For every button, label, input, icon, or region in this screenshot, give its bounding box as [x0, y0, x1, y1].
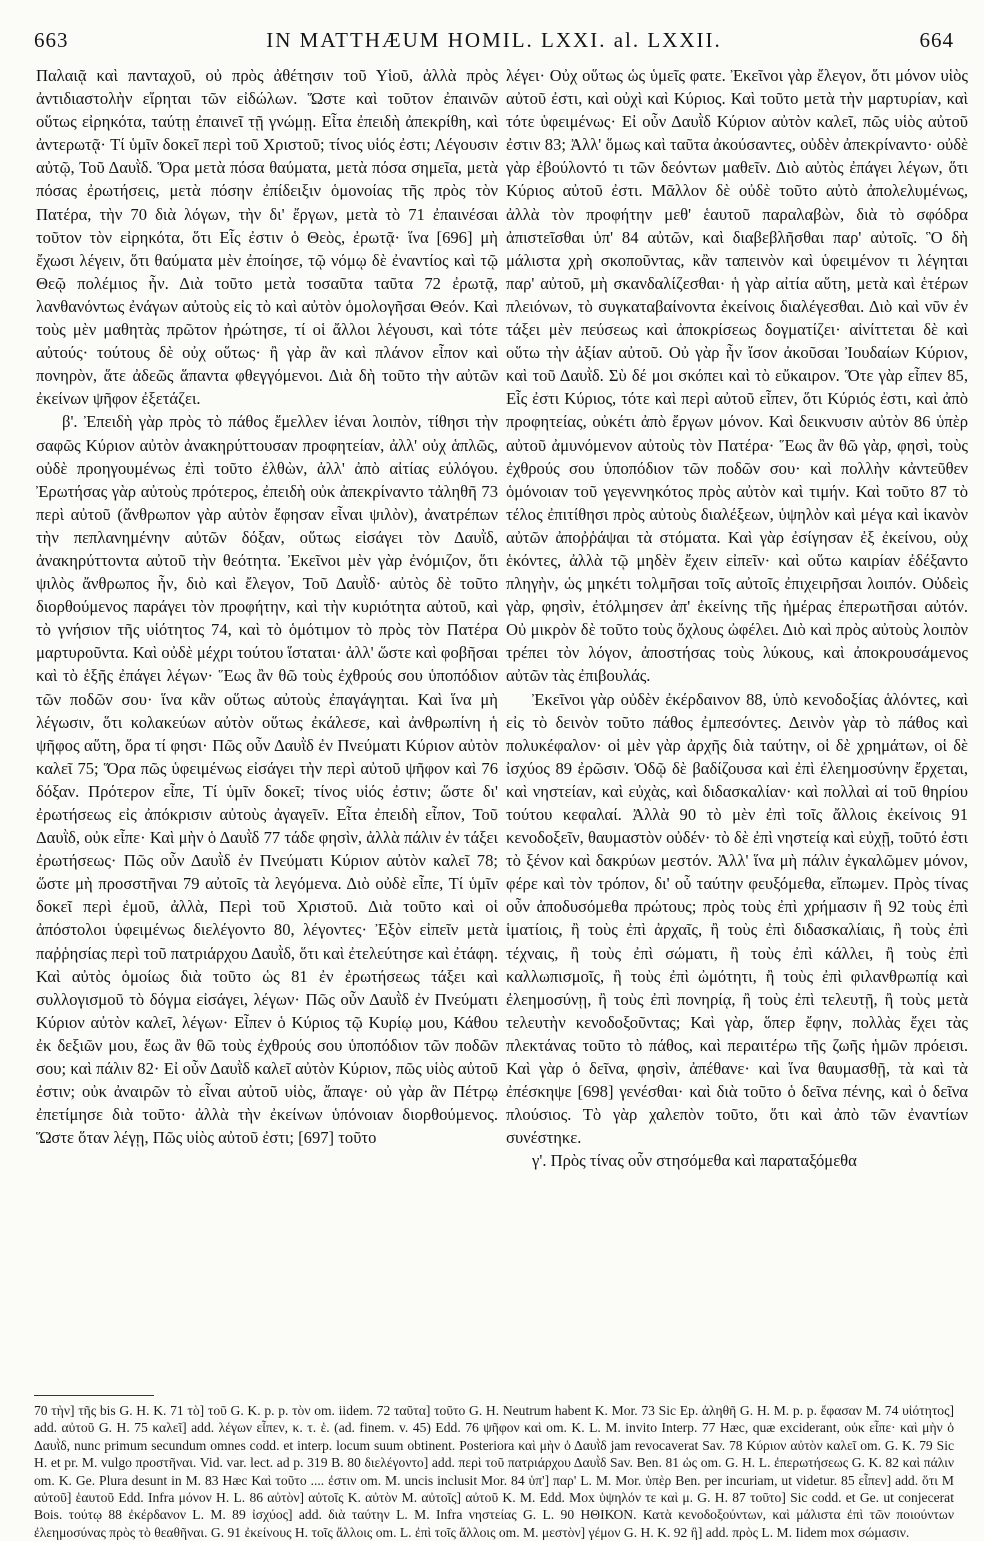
- paragraph: λέγει· Οὐχ οὕτως ὡς ὑμεῖς φατε. Ἐκεῖνοι γὰρ ἔλεγον, ὅτι μόνον υἱὸς αὐτοῦ ἐστι, καὶ οὐχὶ καὶ Κύριος. Καὶ τοῦτο μετὰ τὴν μαρτυρίαν, καὶ τότε ὑφειμένως· Εἰ οὖν Δαυῒδ Κύριον αὐτὸν καλεῖ, πῶς υἱὸς αὐτοῦ ἐστιν 83; Ἀλλ' ὅμως καὶ ταῦτα ἀκούσαντες, οὐδὲν ἀπεκρίναντο· οὐδὲ γὰρ ἐβούλοντό τι τῶν δεόντων μαθεῖν. Διὸ αὐτὸς ἐπάγει λέγων, ὅτι Κύριος αὐτοῦ ἐστι. Μᾶλλον δὲ οὐδὲ τοῦτο αὐτὸ ἀπολελυμένως, ἀλλὰ τὸν προφήτην μεθ' ἑαυτοῦ παραλαβὼν, διὰ τὸ σφόδρα ἀπιστεῖσθαι ὑπ' 84 αὐτῶν, καὶ διαβεβλῆσθαι παρ' αὐτοῖς. Ὃ δὴ μάλιστα χρὴ σκοποῦντας, κἂν ταπεινὸν καὶ ὑφειμένον τι λέγηται παρ' αὐτοῦ, μὴ σκανδαλίζεσθαι· ἡ γὰρ αἰτία αὕτη, μετὰ καὶ ἑτέρων πλειόνων, τὸ συγκαταβαίνοντα ἐκείνοις διαλέγεσθαι. Διὸ καὶ νῦν ἐν τάξει μὲν πεύσεως καὶ ἀποκρίσεως δογματίζει· αἰνίττεται δὲ καὶ οὕτω τὴν ἀξίαν αὐτοῦ. Οὐ γὰρ ἦν ἴσον ἀκοῦσαι Ἰουδαίων Κύριον, καὶ τοῦ Δαυῒδ. Σὺ δέ μοι σκόπει καὶ τὸ εὔκαιρον. Ὅτε γὰρ εἶπεν 85, Εἷς ἐστι Κύριος, τότε καὶ περὶ αὐτοῦ εἶπεν, ὅτι Κύριός ἐστι, καὶ ἀπὸ προφητείας, οὐκέτι ἀπὸ ἔργων μόνον. Καὶ δεικνυσιν αὐτὸν 86 ὑπὲρ αὐτοῦ ἀμυνόμενον αὐτοὺς τὸν Πατέρα· Ἕως ἂν θῶ γὰρ, φησὶ, τοὺς ἐχθρούς σου ὑποπόδιον τῶν ποδῶν σου· καὶ πολλὴν κἀντεῦθεν ὁμόνοιαν τοῦ γεγεννηκότος πρὸς αὐτὸν καὶ τιμήν. Καὶ τοῦτο 87 τὸ τέλος ἐπιτίθησι πρὸς αὐτοὺς διαλέξεων, ὑψηλὸν καὶ μέγα καὶ ἱκανὸν αὐτῶν ἀποῤῥάψαι τὰ στόματα. Καὶ γὰρ ἐσίγησαν ἐξ ἐκείνου, οὐχ ἑκόντες, ἀλλὰ τῷ μηδὲν ἔχειν εἰπεῖν· καὶ οὕτω καιρίαν ἐδέξαντο πληγὴν, ὡς μηκέτι τολμῆσαι τοῖς αὐτοῖς ἐπιχειρῆσαι λοιπόν. Οὐδεὶς γὰρ, φησὶν, ἐτόλμησεν ἀπ' ἐκείνης τῆς ἡμέρας ἐπερωτῆσαι αὐτόν. Οὐ μικρὸν δὲ τοῦτο τοὺς ὄχλους ὠφέλει. Διὸ καὶ πρὸς αὐτοὺς λοιπὸν τρέπει τὸν λόγον, ἀποστήσας τοὺς λύκους, καὶ ἀποκρουσάμενος αὐτῶν τὰς ἐπιβουλάς.: [506, 66, 968, 686]
- paragraph: Ἐκεῖνοι γὰρ οὐδὲν ἐκέρδαινον 88, ὑπὸ κενοδοξίας ἁλόντες, καὶ εἰς τὸ δεινὸν τοῦτο πάθος ἐμπεσόντες. Δεινὸν γὰρ τὸ πάθος καὶ πολυκέφαλον· οἱ μὲν γὰρ ἀρχῆς διὰ ταύτην, οἱ δὲ χρημάτων, οἱ δὲ ἰσχύος 89 ἐρῶσιν. Ὁδῷ δὲ βαδίζουσα καὶ ἐπὶ ἐλεημοσύνην ἔρχεται, καὶ νηστείαν, καὶ εὐχὰς, καὶ διδασκαλίαν· καὶ πολλαὶ αἱ τοῦ θηρίου τούτου κεφαλαί. Ἀλλὰ 90 τὸ μὲν ἐπὶ τοῖς ἄλλοις ἐκείνοις 91 κενοδοξεῖν, θαυμαστὸν οὐδέν· τὸ δὲ ἐπὶ νηστείᾳ καὶ εὐχῇ, τοῦτό ἐστι τὸ ξένον καὶ δακρύων μεστόν. Ἀλλ' ἵνα μὴ πάλιν ἐγκαλῶμεν μόνον, φέρε καὶ τὸν τρόπον, δι' οὗ ταύτην φευξόμεθα, εἴπωμεν. Πρὸς τίνας οὖν ἀποδυσόμεθα πρώτους; πρὸς τοὺς ἐπὶ χρήμασιν ἢ 92 τοὺς ἐπὶ ἱματίοις, ἢ τοὺς ἐπὶ ἀρχαῖς, ἢ τοὺς ἐπὶ διδασκαλίαις, ἢ τοὺς ἐπὶ τέχναις, ἢ τοὺς ἐπὶ σώματι, ἢ τοὺς ἐπὶ κάλλει, ἢ τοὺς ἐπὶ καλλωπισμοῖς, ἢ τοὺς ἐπὶ ὠμότητι, ἢ τοὺς ἐπὶ φιλανθρωπίᾳ καὶ ἐλεημοσύνῃ, ἢ τοὺς ἐπὶ πονηρίᾳ, ἢ τοὺς ἐπὶ τελευτῇ, ἢ τοὺς μετὰ τελευτὴν κενοδοξοῦντας; Καὶ γὰρ, ὅπερ ἔφην, πολλὰς ἔχει τὰς πλεκτάνας τοῦτο τὸ πάθος, καὶ περαιτέρω τῆς ζωῆς ἡμῶν πρόεισι. Καὶ γὰρ ὁ δεῖνα, φησὶν, ἀπέθανε· καὶ ἵνα θαυμασθῇ, τὰ καὶ τὰ ἐπέσκηψε [698] γενέσθαι· καὶ διὰ τοῦτο ὁ δεῖνα πένης, καὶ ὁ δεῖνα πλούσιος. Τὸ γὰρ χαλεπὸν τοῦτο, ὅτι καὶ ἀπὸ τῶν ἐναντίων συνέστηκε.: [506, 689, 968, 1148]
- running-head: [34, 28, 954, 54]
- page-number-left: 663: [34, 28, 69, 52]
- footnote-text: 70 τὴν] τῆς bis G. H. K. 71 τὸ] τοῦ G. K. p. p. τὸν om. iidem. 72 ταῦτα] τοῦτο G. H. Neutrum habent K. Mor. 73 Sic Ep. ἀληθῆ G. H. M. p. p. ἔφασαν M. 74 υἱότητος] add. αὐτοῦ G. H. 75 καλεῖ] add. λέγων εἶπεν, κ. τ. ἑ. (ad. finem. v. 45) Edd. 76 ψῆφον καὶ om. K. L. M. invito Interp. 77 Hæc, quæ exciderant, οὐκ εἶπε· καὶ μὴν ὁ Δαυῒδ, nunc primum secundum omnes codd. et interp. locum suum obtinent. Posteriora καὶ μὴν ὁ Δαυῒδ jam revocaverat Sav. 78 Κύριον αὐτὸν καλεῖ om. G. K. 79 Sic H. et pr. M. vulgo προστῆναι. Vid. var. lect. ad p. 319 B. 80 διελέγοντο] add. περὶ τοῦ πατριάρχου Δαυῒδ Sav. Ben. 81 ὡς om. G. H. L. ἐπερωτήσεως G. K. 82 καὶ πάλιν om. K. Ge. Plura desunt in M. 83 Hæc Καὶ τοῦτο .... ἐστιν om. M. uncis inclusit Mor. 84 ὑπ'] παρ' L. M. Mor. ὑπὲρ Ben. per incuriam, ut videtur. 85 εἶπεν] add. ὅτι M αὐτοῦ] ἑαυτοῦ Edd. Infra μόνον H. L. 86 αὐτὸν] αὐτοῖς K. αὐτὸν M. αὐτοῖς] αὐτοῦ K. M. Edd. Mox ὑψηλόν τε καὶ μ. G. H. 87 τοῦτο] Sic codd. et Ge. ut conjecerat Bois. τούτῳ 88 ἐκέρδανον L. M. 89 ἰσχύος] add. διὰ ταύτην L. M. Infra νηστείας G. L. 90 ΗΘΙΚΟΝ. Κατὰ κενοδοξούντων, καὶ μάλιστα ἐπὶ τῶν ποιούντων ἐλεημοσύνας πρὸς τὸ θεαθῆναι. G. 91 ἐκείνους H. τοῖς ἄλλοις om. L. ἐπὶ τοῖς ἄλλοις om. M. μεστὸν] γέμον G. H. K. 92 ἢ] add. πρὸς L. M. Iidem mox σώμασιν.: [34, 1403, 954, 1540]
- page-number-right: 664: [919, 28, 954, 52]
- right-column: [506, 64, 968, 1173]
- footnote-rule: [34, 1395, 154, 1396]
- footnotes: [34, 1402, 954, 1541]
- paragraph: γ'. Πρὸς τίνας οὖν στησόμεθα καὶ παραταξόμεθα: [532, 1151, 857, 1171]
- paragraph: β'. Ἐπειδὴ γὰρ πρὸς τὸ πάθος ἔμελλεν ἰέναι λοιπὸν, τίθησι τὴν σαφῶς Κύριον αὐτὸν ἀνακηρύττουσαν προφητείαν, ἀλλ' οὐχ ἁπλῶς, οὐδὲ προηγουμένως ἐπὶ τοῦτο ἐλθὼν, ἀλλ' ἀπὸ αἰτίας εὐλόγου. Ἐρωτήσας γὰρ αὐτοὺς πρότερος, ἐπειδὴ οὐκ ἀπεκρίναντο τἀληθῆ 73 περὶ αὐτοῦ (ἄνθρωπον γὰρ αὐτὸν ἔφησαν εἶναι ψιλὸν), ἀνατρέπων τὴν πεπλανημένην αὐτῶν δόξαν, οὕτως εἰσάγει τὸν Δαυῒδ, ἀνακηρύττοντα αὐτοῦ τὴν θεότητα. Ἐκεῖνοι μὲν γὰρ ἐνόμιζον, ὅτι ψιλὸς ἄνθρωπος ἦν, διὸ καὶ ἔλεγον, Τοῦ Δαυῒδ· αὐτὸς δὲ τοῦτο διορθούμενος παράγει τὸν προφήτην, καὶ τὴν κυριότητα αὐτοῦ, καὶ τὸ γνήσιον τῆς υἱότητος 74, καὶ τὸ ὁμότιμον τὸ πρὸς τὸν Πατέρα μαρτυροῦντα. Καὶ οὐδὲ μέχρι τούτου ἵσταται· ἀλλ' ὥστε καὶ φοβῆσαι καὶ τὸ ἑξῆς ἐπάγει λέγων· Ἕως ἂν θῶ τοὺς ἐχθρούς σου ὑποπόδιον τῶν ποδῶν σου· ἵνα κἂν οὕτως αὐτοὺς ἐπαγάγηται. Καὶ ἵνα μὴ λέγωσιν, ὅτι κολακεύων αὐτὸν οὕτως ἐκάλεσε, καὶ ἀνθρωπίνη ἡ ψῆφος αὕτη, ὅρα τί φησι· Πῶς οὖν Δαυῒδ ἐν Πνεύματι Κύριον αὐτὸν καλεῖ 75; Ὅρα πῶς ὑφειμένως εἰσάγει τὴν περὶ αὐτοῦ ψῆφον καὶ 76 δόξαν. Πρότερον εἶπε, Τί ὑμῖν δοκεῖ; τίνος υἱός ἐστιν; ὥστε δι' ἐρωτήσεως εἰς ἀπόκρισιν αὐτοὺς ἀγαγεῖν. Εἶτα ἐπειδὴ εἶπον, Τοῦ Δαυῒδ, οὐκ εἶπε· Καὶ μὴν ὁ Δαυῒδ 77 τάδε φησὶν, ἀλλὰ πάλιν ἐν τάξει ἐρωτήσεως· Πῶς οὖν Δαυῒδ ἐν Πνεύματι Κύριον αὐτὸν καλεῖ 78; ὥστε μὴ προσστῆναι 79 αὐτοῖς τὰ λεγόμενα. Διὸ οὐδὲ εἶπε, Τί ὑμῖν δοκεῖ περὶ ἐμοῦ, ἀλλὰ, Περὶ τοῦ Χριστοῦ. Διὰ τοῦτο καὶ οἱ ἀπόστολοι ὑφειμένως διελέγοντο 80, λέγοντες· Ἐξὸν εἰπεῖν μετὰ παῤῥησίας περὶ τοῦ πατριάρχου Δαυῒδ, ὅτι καὶ ἐτελεύτησε καὶ ἐτάφη. Καὶ αὐτὸς ὁμοίως διὰ τοῦτο ὡς 81 ἐν ἐρωτήσεως τάξει καὶ συλλογισμοῦ τὸ δόγμα εἰσάγει, λέγων· Πῶς οὖν Δαυῒδ ἐν Πνεύματι Κύριον αὐτὸν καλεῖ, λέγων· Εἶπεν ὁ Κύριος τῷ Κυρίῳ μου, Κάθου ἐκ δεξιῶν μου, ἕως ἂν θῶ τοὺς ἐχθρούς σου ὑποπόδιον τῶν ποδῶν σου; καὶ πάλιν 82· Εἰ οὖν Δαυῒδ καλεῖ αὐτὸν Κύριον, πῶς υἱὸς αὐτοῦ ἐστιν; οὐκ ἀναιρῶν τὸ εἶναι αὐτοῦ υἱὸς, ἄπαγε· οὐ γὰρ ἂν Πέτρῳ ἐπετίμησε διὰ τοῦτο· ἀλλὰ τὴν ἐκείνων ὑπόνοιαν διορθούμενος. Ὥστε ὅταν λέγῃ, Πῶς υἱὸς αὐτοῦ ἐστι; [697] τοῦτο: [36, 412, 498, 1148]
- running-title: IN MATTHÆUM HOMIL. LXXI. al. LXXII.: [266, 28, 722, 52]
- paragraph: Παλαιᾷ καὶ πανταχοῦ, οὐ πρὸς ἀθέτησιν τοῦ Υἱοῦ, ἀλλὰ πρὸς ἀντιδιαστολὴν εἴρηται τῶν εἰδώλων. Ὥστε καὶ τοῦτον ἐπαινῶν οὕτως εἰρηκότα, ταύτῃ ἐπαινεῖ τῇ γνώμῃ. Εἶτα ἐπειδὴ ἀπεκρίθη, καὶ ἀντερωτᾷ· Τί ὑμῖν δοκεῖ περὶ τοῦ Χριστοῦ; τίνος υἱός ἐστι; Λέγουσιν αὐτῷ, Τοῦ Δαυῒδ. Ὅρα μετὰ πόσα θαύματα, μετὰ πόσα σημεῖα, μετὰ πόσας ἐρωτήσεις, μετὰ πόσην ἐπίδειξιν ὁμονοίας τῆς πρὸς τὸν Πατέρα, τὴν 70 διὰ λόγων, τὴν δι' ἔργων, μετὰ τὸ 71 ἐπαινέσαι τοῦτον τὸν εἰρηκότα, ὅτι Εἷς ἐστιν ὁ Θεὸς, ἐρωτᾷ· ἵνα [696] μὴ ἔχωσι λέγειν, ὅτι θαύματα μὲν ἐποίησε, τῷ νόμῳ δὲ ἐναντίος καὶ τῷ Θεῷ πολέμιος ἦν. Διὰ τοῦτο μετὰ τοσαῦτα ταῦτα 72 ἐρωτᾷ, λανθανόντως ἐνάγων αὐτοὺς εἰς τὸ καὶ αὐτὸν ὁμολογῆσαι Θεόν. Καὶ τοὺς μὲν μαθητὰς πρῶτον ἠρώτησε, τί οἱ ἄλλοι λέγουσι, καὶ τότε αὐτούς· τούτους δὲ οὐχ οὕτως· ἢ γὰρ ἂν καὶ πλάνον εἶπον καὶ πονηρὸν, ἅτε ἀδεῶς ἅπαντα φθεγγόμενοι. Διὰ δὴ τοῦτο τὴν αὐτῶν ἐκείνων ψῆφον ἐξετάζει.: [36, 66, 498, 409]
- left-column: [36, 64, 498, 1149]
